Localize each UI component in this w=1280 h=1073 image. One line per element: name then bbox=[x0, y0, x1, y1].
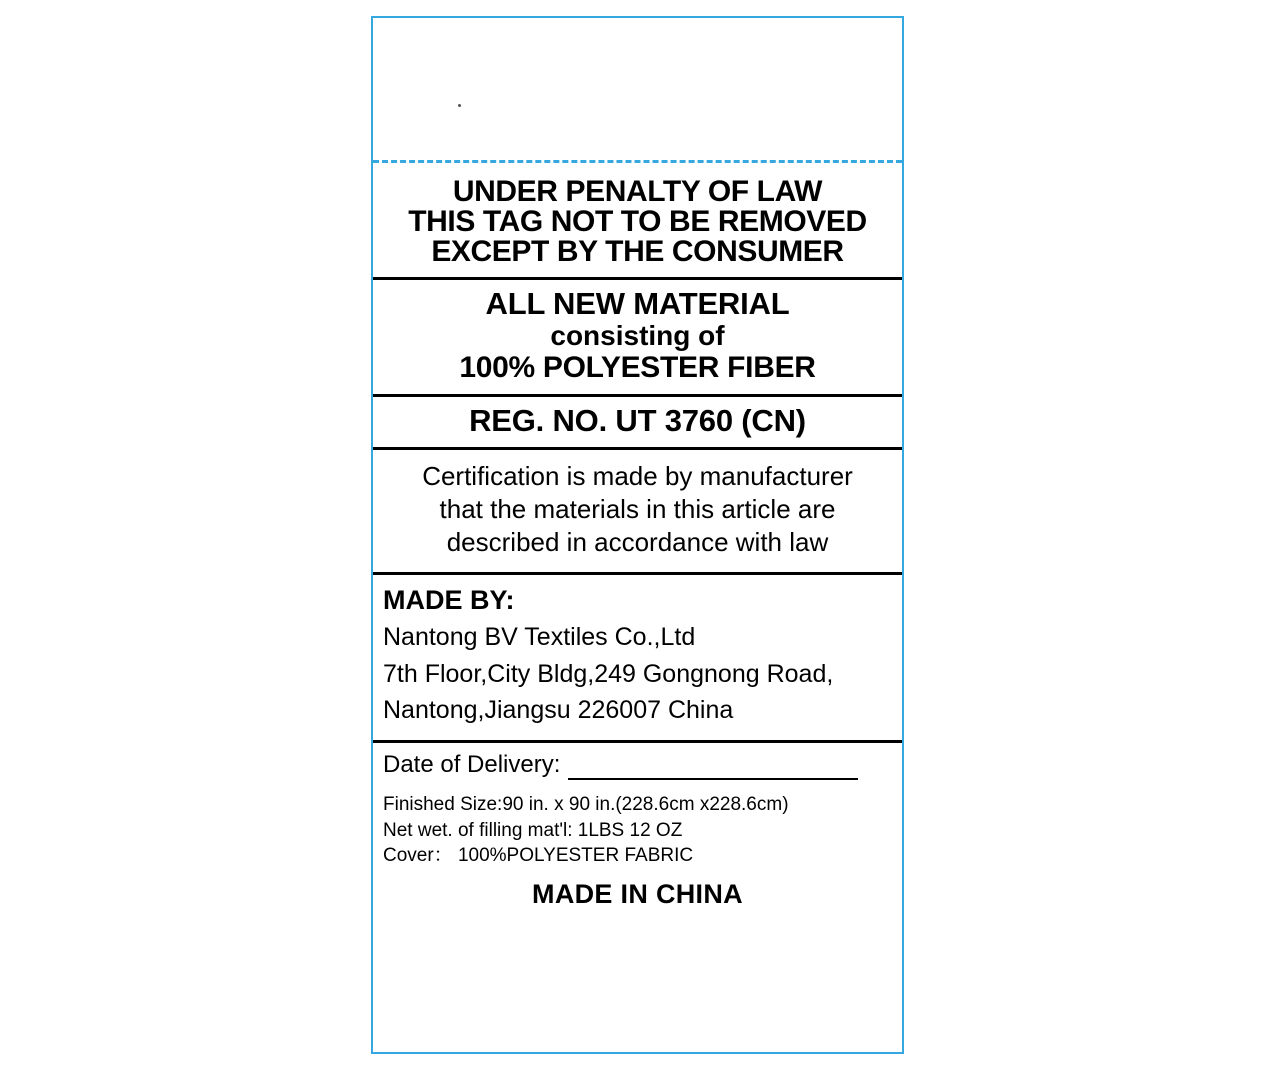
registration-number-section bbox=[373, 394, 902, 447]
manufacturer-company: Nantong BV Textiles Co.,Ltd bbox=[383, 623, 696, 652]
registration-number: REG. NO. UT 3760 (CN) bbox=[469, 403, 806, 439]
material-composition: 100% POLYESTER FIBER bbox=[459, 351, 816, 385]
penalty-line-2: THIS TAG NOT TO BE REMOVED bbox=[408, 205, 867, 238]
date-of-delivery-row bbox=[383, 751, 892, 780]
certification-line-3: described in accordance with law bbox=[446, 527, 829, 558]
material-content-section bbox=[373, 277, 902, 394]
material-consisting-of: consisting of bbox=[550, 319, 725, 351]
penalty-line-1: UNDER PENALTY OF LAW bbox=[452, 175, 823, 208]
date-of-delivery-field[interactable] bbox=[568, 762, 858, 780]
certification-line-1: Certification is made by manufacturer bbox=[422, 460, 853, 491]
penalty-line-3: EXCEPT BY THE CONSUMER bbox=[431, 235, 844, 268]
product-details-section bbox=[373, 740, 902, 1052]
certification-section bbox=[373, 447, 902, 572]
penalty-notice-section bbox=[373, 163, 902, 277]
law-label-tag bbox=[371, 16, 904, 1054]
certification-line-2: that the materials in this article are bbox=[439, 494, 836, 525]
net-weight-text: Net wet. of filling mat'l: 1LBS 12 OZ bbox=[383, 819, 683, 841]
print-speck-mark bbox=[458, 104, 461, 107]
date-of-delivery-label: Date of Delivery: bbox=[383, 751, 561, 779]
made-by-label: MADE BY: bbox=[383, 584, 515, 615]
manufacturer-street: 7th Floor,City Bldg,249 Gongnong Road, bbox=[383, 659, 834, 688]
cover-material-text: Cover： 100%POLYESTER FABRIC bbox=[383, 845, 694, 867]
manufacturer-section bbox=[373, 572, 902, 741]
material-heading: ALL NEW MATERIAL bbox=[485, 286, 790, 321]
manufacturer-city: Nantong,Jiangsu 226007 China bbox=[383, 695, 734, 724]
tear-off-area bbox=[373, 18, 902, 160]
made-in-country: MADE IN CHINA bbox=[532, 878, 743, 909]
finished-size-text: Finished Size:90 in. x 90 in.(228.6cm x228.6cm) bbox=[383, 793, 789, 815]
